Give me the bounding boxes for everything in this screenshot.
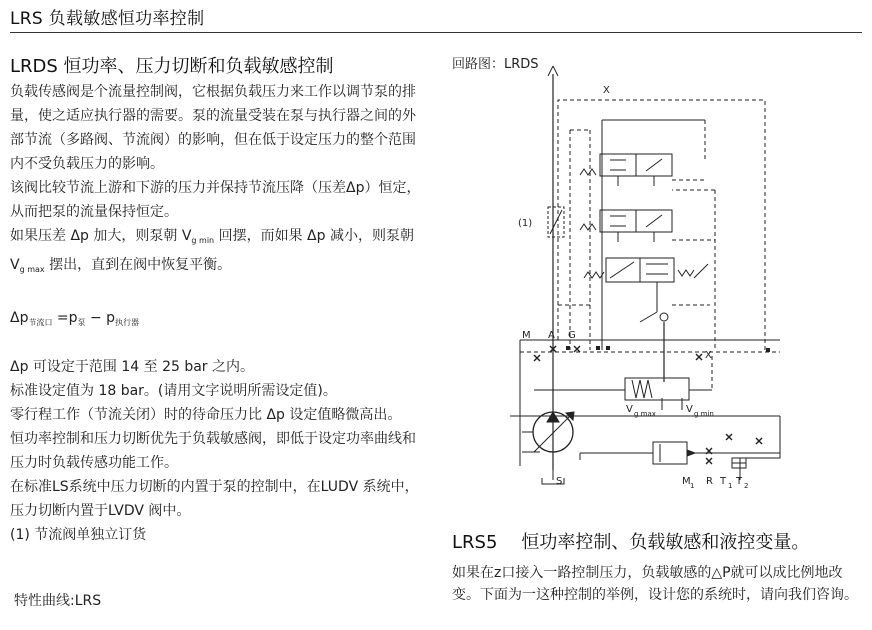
circuit-port-a: A bbox=[548, 330, 555, 341]
circuit-port-s: S bbox=[556, 476, 563, 487]
paragraph-pressure-compare: 该阀比较节流上游和下游的压力并保持节流压降（压差Δp）恒定，从而把泵的流量保持恒定。 bbox=[10, 180, 421, 220]
circuit-vg-min: V bbox=[686, 404, 693, 415]
formula-sub-actuator: 执行器 bbox=[115, 318, 140, 327]
lrs5-heading bbox=[452, 528, 809, 554]
description-text bbox=[10, 80, 428, 547]
swing-text-c: 摆出，直到在阀中恢复平衡。 bbox=[44, 257, 232, 273]
swing-text-b: 回摆，而如果 Δp 减小，则泵朝 V bbox=[10, 228, 414, 273]
paragraph-load-sensing: 负载传感阀是个流量控制阀，它根据负载压力来工作以调节泵的排量，使之适应执行器的需要。泵的流量受装在泵与执行器之间的外部节流（多路阀、节流阀）的影响，但在低于设定压力的整个范围内不受负载压力的影响。 bbox=[10, 84, 416, 172]
circuit-ref-1: (1) bbox=[518, 218, 533, 229]
formula-sub-pump: 泵 bbox=[77, 318, 86, 327]
lrs5-code: LRS5 bbox=[452, 532, 498, 553]
swing-sub-max: g max bbox=[19, 265, 45, 274]
formula-delta-p: Δp bbox=[10, 310, 29, 326]
formula bbox=[10, 306, 428, 335]
paragraph-footnote: (1) 节流阀单独立订货 bbox=[10, 527, 147, 543]
lrs5-title: 恒功率控制、负载敏感和液控变量。 bbox=[521, 532, 810, 553]
circuit-label: 回路图：LRDS bbox=[452, 57, 539, 72]
paragraph-range: Δp 可设定于范围 14 至 25 bar 之内。 bbox=[10, 359, 255, 375]
section-title: LRDS 恒功率、压力切断和负载敏感控制 bbox=[10, 56, 334, 77]
formula-sub-orifice: 节流口 bbox=[28, 318, 53, 327]
circuit-vg-max-sub: g max bbox=[634, 410, 656, 418]
svg-text:1: 1 bbox=[690, 482, 695, 490]
svg-text:2: 2 bbox=[744, 482, 749, 490]
paragraph-swing bbox=[10, 224, 428, 282]
circuit-port-m1: M bbox=[682, 476, 691, 487]
circuit-port-t1: T bbox=[720, 476, 727, 487]
svg-text:1: 1 bbox=[728, 482, 733, 490]
circuit-port-g: G bbox=[568, 330, 576, 341]
circuit-vg-max: V bbox=[626, 404, 633, 415]
paragraph-priority: 恒功率控制和压力切断优先于负载敏感阀，即低于设定功率曲线和压力时负载传感功能工作。 bbox=[10, 431, 416, 471]
paragraph-standby: 零行程工作（节流关闭）时的待命压力比 Δp 设定值略微高出。 bbox=[10, 407, 402, 423]
circuit-port-x: X bbox=[603, 85, 610, 96]
swing-text-a: 如果压差 Δp 加大，则泵朝 V bbox=[10, 228, 192, 244]
formula-eq-pump: =p bbox=[52, 310, 78, 326]
circuit-port-x2: X bbox=[705, 350, 712, 361]
formula-minus: − p bbox=[85, 310, 116, 326]
paragraph-ls-system: 在标准LS系统中压力切断的内置于泵的控制中，在LUDV 系统中，压力切断内置于LVDV 阀中。 bbox=[10, 479, 419, 519]
circuit-port-t2: T bbox=[736, 476, 743, 487]
circuit-vg-min-sub: g min bbox=[694, 410, 714, 418]
paragraph-standard-setting: 标准设定值为 18 bar。(请用文字说明所需设定值)。 bbox=[10, 383, 337, 399]
circuit-port-m: M bbox=[522, 330, 531, 341]
circuit-port-r: R bbox=[706, 476, 713, 487]
swing-sub-min: g min bbox=[191, 236, 215, 245]
page-header-title: LRS 负载敏感恒功率控制 bbox=[10, 4, 862, 33]
lrs5-description: 如果在z口接入一路控制压力，负载敏感的△P就可以成比例地改变。下面为一这种控制的举例，设计您的系统时，请向我们咨询。 bbox=[452, 565, 858, 603]
characteristic-curve-label: 特性曲线:LRS bbox=[14, 593, 102, 609]
hydraulic-circuit-diagram bbox=[450, 60, 785, 496]
